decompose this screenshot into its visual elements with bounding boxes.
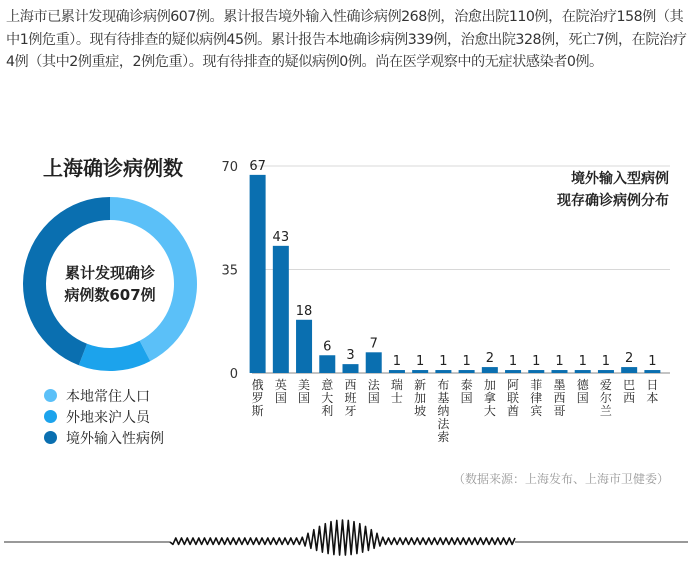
bar-value-label: 1 [578,354,587,370]
bar-2 [296,320,312,373]
donut-center-label [22,196,198,372]
y-tick-label: 35 [221,263,238,279]
bar-value-label: 6 [323,339,332,355]
x-tick-label: 巴西 [623,378,636,405]
x-tick-label: 瑞士 [390,378,403,405]
x-tick-label: 西班牙 [344,378,357,418]
y-tick-label: 0 [229,367,238,382]
bar-value-label: 1 [439,354,448,370]
bar-4 [343,364,359,373]
x-tick-label: 法国 [367,378,380,405]
bar-value-label: 67 [249,158,266,174]
legend-swatch-nonlocal [44,410,57,423]
bar-8 [435,370,451,373]
bar-7 [412,370,428,373]
intro-paragraph: 上海市已累计发现确诊病例607例。累计报告境外输入性确诊病例268例，治愈出院110例，在院治疗158例（其中1例危重）。现有待排查的疑似病例45例。累计报告本地确诊病例339例，治愈出院328例，死亡7例，在院治疗4例（其中2例重症，2例危重）。现有待排查的疑似病例0例。尚在医学观察中的无症状感染者0例。 [6,9,687,70]
bar-value-label: 7 [369,336,378,352]
bar-chart-title-line1: 境外输入型病例 [571,171,669,187]
bar-value-label: 3 [346,348,355,364]
x-tick-label: 加拿大 [483,378,496,418]
legend-item-imported [44,427,164,448]
legend-label-local: 本地常住人口 [66,388,150,405]
x-tick-label: 菲律宾 [530,378,543,418]
legend-swatch-local [44,389,57,402]
bar-17 [644,370,660,373]
bar-14 [575,370,591,373]
bar-11 [505,370,521,373]
bar-value-label: 1 [416,354,425,370]
x-tick-label: 新加坡 [414,378,427,418]
legend-item-local [44,385,164,406]
bar-value-label: 1 [532,354,541,370]
bar-0 [250,175,266,373]
legend-item-nonlocal [44,406,164,427]
bar-value-label: 1 [555,354,564,370]
bar-3 [319,355,335,373]
x-tick-label: 德国 [576,378,589,405]
bar-value-label: 18 [295,303,313,319]
donut-chart-title: 上海确诊病例数 [43,156,183,180]
x-tick-label: 墨西哥 [553,378,566,418]
donut-center-line1: 累计发现确诊 [64,264,155,282]
x-tick-label: 美国 [298,378,311,405]
bar-9 [459,370,475,373]
waveform-icon [170,520,515,555]
donut-legend [44,385,164,448]
bar-12 [528,370,544,373]
bar-value-label: 1 [508,354,518,370]
legend-label-nonlocal: 外地来沪人员 [66,409,150,426]
bar-value-label: 43 [272,229,290,245]
decorative-waveform-divider [0,515,691,567]
bar-13 [552,370,568,373]
x-tick-label: 意大利 [321,378,334,418]
source-note: （数据来源：上海发布、上海市卫健委） [452,472,669,486]
x-tick-label: 布基纳法索 [437,378,450,444]
x-tick-label: 俄罗斯 [251,378,264,418]
bar-value-label: 2 [485,351,494,367]
bar-chart-title [557,168,669,212]
bar-value-label: 1 [392,354,402,370]
bar-value-label: 2 [625,351,634,367]
bar-chart-title-line2: 现存确诊病例分布 [557,193,669,209]
x-tick-label: 英国 [274,378,287,405]
bar-value-label: 1 [601,354,611,370]
bar-5 [366,352,382,373]
x-tick-label: 日本 [646,378,659,405]
bar-1 [273,246,289,373]
bar-value-label: 1 [648,354,657,370]
x-tick-label: 阿联酋 [507,378,520,418]
y-tick-label: 70 [221,160,238,175]
donut-center-line2: 病例数607例 [64,286,156,304]
x-tick-label: 爱尔兰 [599,378,612,418]
x-tick-label: 泰国 [460,378,473,405]
legend-label-imported: 境外输入性病例 [66,430,164,447]
bar-10 [482,367,498,373]
legend-swatch-imported [44,431,57,444]
bar-16 [621,367,637,373]
bar-15 [598,370,614,373]
bar-6 [389,370,405,373]
bar-value-label: 1 [462,354,471,370]
